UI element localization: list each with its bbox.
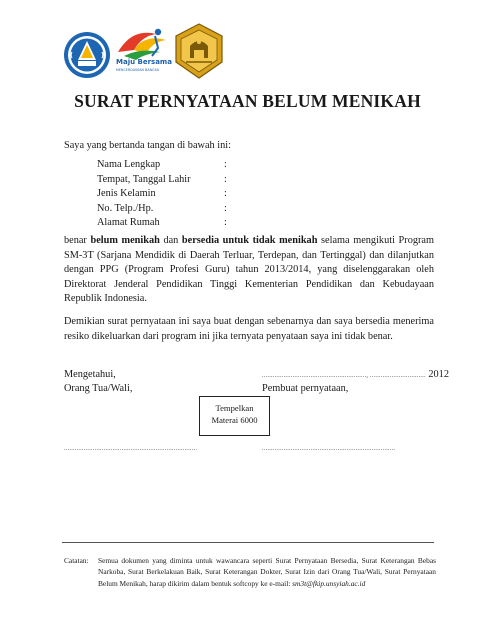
- field-row-birth: [97, 173, 297, 188]
- place-dots: ..........................................................,: [262, 373, 369, 379]
- field-label: Tempat, Tanggal Lahir: [97, 173, 191, 185]
- footer-divider: [62, 542, 434, 543]
- statement-bold-unmarried: belum menikah: [90, 235, 160, 246]
- acknowledged-label: Mengetahui,: [64, 369, 116, 380]
- closing-paragraph: Demikian surat pernyataan ini saya buat dengan sebenarnya dan saya bersedia menerima resiko dikeluarkan dari program ini jika ternyata penyataan saya ini tidak benar.: [64, 316, 434, 342]
- field-label: Jenis Kelamin: [97, 188, 156, 200]
- field-label: No. Telp./Hp.: [97, 202, 154, 214]
- footnote-text: Semua dokumen yang diminta untuk wawancara seperti Surat Pernyataan Bersedia, Surat Keterangan Bebas Narkoba, Surat Berkelakuan Baik, Surat Keterangan Dokter, Surat Izin dari Orang Tua/Wali, Surat Pernyataan Belum Menikah, harap dikirim dalam bentuk softcopy ke e-mail:: [98, 556, 436, 588]
- stamp-line-2: Materai 6000: [211, 415, 258, 425]
- stamp-duty-box: [199, 396, 270, 436]
- tut-wuri-handayani-logo: [62, 30, 112, 80]
- parent-signature-line: ..........................................................................: [64, 446, 198, 452]
- statement-conj: dan: [159, 235, 182, 246]
- footnote-label: Catatan:: [64, 556, 89, 565]
- statement-paragraph: [64, 234, 434, 307]
- field-colon: :: [224, 159, 227, 170]
- date-dots: ...............................: [368, 373, 426, 379]
- field-label: Nama Lengkap: [97, 159, 161, 170]
- field-colon: :: [224, 188, 227, 200]
- declarant-label: Pembuat pernyataan,: [262, 383, 349, 394]
- field-colon: :: [224, 202, 227, 214]
- maju-bersama-wordmark: Maju Bersama: [116, 58, 172, 66]
- date-year: 2012: [425, 369, 449, 380]
- university-seal-logo: [172, 22, 226, 80]
- field-label: Alamat Rumah: [97, 217, 160, 229]
- field-row-gender: [97, 187, 297, 202]
- parent-guardian-label: Orang Tua/Wali,: [64, 383, 133, 394]
- field-row-phone: [97, 202, 297, 217]
- intro-line: Saya yang bertanda tangan di bawah ini:: [64, 140, 231, 151]
- field-row-name: [97, 158, 297, 173]
- footnote-body: [98, 555, 436, 589]
- declarant-signature-line: ..........................................................................: [262, 446, 396, 452]
- identity-fields: [97, 158, 297, 231]
- stamp-line-1: Tempelkan: [215, 403, 254, 413]
- statement-rest: selama mengikuti Program SM-3T (Sarjana Mendidik di Daerah Terluar, Terdepan, dan Tertinggal) dan dilanjutkan dengan PPG (Program Profesi Guru) tahun 2013/2014, yang diselenggarakan oleh Direktorat Jenderal Pendidikan Tinggi Kementerian Pendidikan dan Kebudayaan Republik Indonesia.: [64, 235, 434, 305]
- footnote-email: sm3t@fkip.unsyiah.ac.id: [292, 578, 366, 588]
- statement-bold-willing: bersedia untuk tidak menikah: [181, 235, 318, 246]
- maju-bersama-tagline: MENCERDASKAN BANGSA: [116, 68, 160, 72]
- field-colon: :: [224, 173, 227, 185]
- statement-lead: benar: [64, 235, 91, 246]
- field-row-address: [97, 216, 297, 231]
- field-colon: :: [224, 217, 227, 229]
- document-title: SURAT PERNYATAAN BELUM MENIKAH: [74, 91, 421, 111]
